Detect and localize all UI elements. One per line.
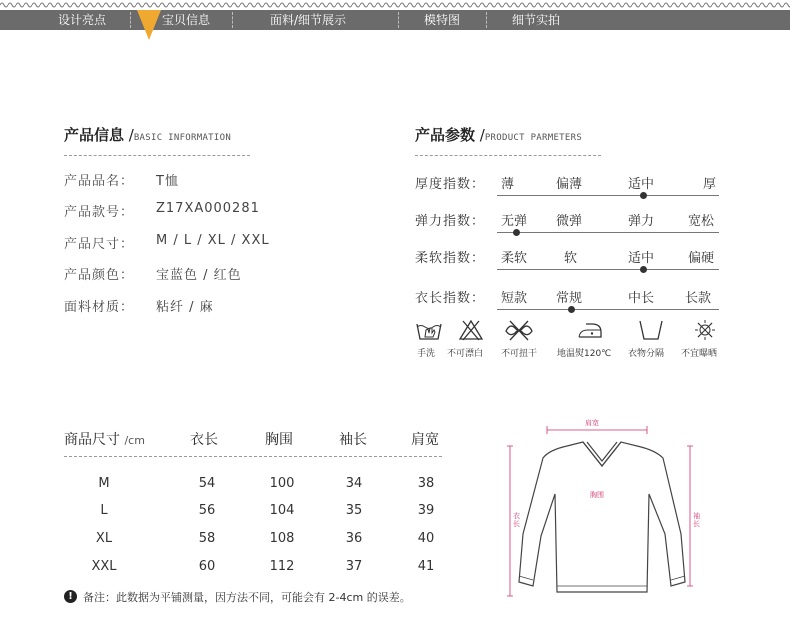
size-cell-value: 39 bbox=[417, 503, 435, 518]
care-label-no-sun: 不宜曝晒 bbox=[681, 349, 718, 359]
nav-tab-model[interactable]: 模特图 bbox=[424, 13, 461, 27]
product-info-rule bbox=[64, 155, 250, 156]
param-scale-line bbox=[497, 232, 719, 233]
size-cell-value: 54 bbox=[198, 476, 216, 491]
shirt-body bbox=[519, 442, 685, 592]
nav-band bbox=[0, 10, 790, 30]
info-label-name: 产品品名： bbox=[64, 174, 135, 189]
hand-wash-icon bbox=[414, 318, 444, 342]
info-label-material: 面料材质： bbox=[64, 300, 135, 315]
size-cell-label: M bbox=[98, 476, 110, 491]
param-option: 弹力 bbox=[628, 214, 655, 229]
size-cell-value: 60 bbox=[198, 559, 216, 574]
param-option: 宽松 bbox=[688, 214, 715, 229]
size-cell-label: XXL bbox=[91, 559, 117, 574]
iron-low-icon bbox=[575, 318, 605, 342]
info-value-name: T恤 bbox=[156, 174, 179, 189]
info-label-size: 产品尺寸： bbox=[64, 237, 135, 252]
diagram-label-chest: 胸围 bbox=[590, 491, 604, 499]
no-wring-icon bbox=[504, 318, 534, 342]
size-col-sleeve: 袖长 bbox=[339, 432, 367, 448]
size-cell-value: 58 bbox=[198, 531, 216, 546]
diagram-label-length: 衣长 bbox=[513, 512, 520, 528]
size-cell-value: 100 bbox=[269, 476, 295, 491]
param-option: 柔软 bbox=[501, 251, 528, 266]
param-option: 短款 bbox=[501, 291, 528, 306]
size-table-rule bbox=[64, 456, 442, 457]
info-value-size: M / L / XL / XXL bbox=[156, 233, 270, 248]
product-params-rule bbox=[415, 155, 601, 156]
nav-separator bbox=[398, 12, 399, 28]
size-col-chest: 胸围 bbox=[265, 432, 293, 448]
param-option: 软 bbox=[564, 251, 578, 266]
nav-separator bbox=[232, 12, 233, 28]
param-label: 衣长指数： bbox=[415, 291, 486, 306]
nav-tab-fabric-detail[interactable]: 面料/细节展示 bbox=[270, 13, 347, 27]
size-cell-label: L bbox=[100, 503, 108, 518]
size-cell-value: 108 bbox=[269, 531, 295, 546]
param-scale-line bbox=[497, 195, 719, 196]
param-selected-dot bbox=[568, 306, 575, 313]
info-value-color: 宝蓝色 / 红色 bbox=[156, 268, 242, 283]
param-option: 偏薄 bbox=[556, 177, 583, 192]
param-option: 微弹 bbox=[556, 214, 583, 229]
product-info-title: 产品信息 bbox=[64, 126, 125, 144]
size-cell-value: 41 bbox=[417, 559, 435, 574]
param-option: 适中 bbox=[628, 177, 655, 192]
size-col-shoulder: 肩宽 bbox=[411, 432, 439, 448]
size-cell-value: 40 bbox=[417, 531, 435, 546]
care-label-no-wring: 不可扭干 bbox=[501, 349, 538, 359]
param-option: 无弹 bbox=[501, 214, 528, 229]
param-option: 偏硬 bbox=[688, 251, 715, 266]
size-cell-value: 104 bbox=[269, 503, 295, 518]
param-option: 适中 bbox=[628, 251, 655, 266]
product-params-subtitle: PRODUCT PARMETERS bbox=[484, 133, 583, 143]
info-value-material: 粘纤 / 麻 bbox=[156, 300, 214, 315]
no-bleach-icon bbox=[456, 318, 486, 342]
size-table-heading bbox=[64, 429, 145, 449]
care-label-iron-low: 地温熨120℃ bbox=[557, 349, 612, 359]
zigzag-border bbox=[0, 0, 790, 10]
care-label-hand-wash: 手洗 bbox=[417, 349, 436, 359]
care-label-no-bleach: 不可漂白 bbox=[447, 349, 484, 359]
param-scale-line bbox=[497, 269, 719, 270]
nav-tab-highlights[interactable]: 设计亮点 bbox=[58, 13, 107, 27]
size-cell-value: 35 bbox=[345, 503, 363, 518]
nav-tab-detail-photos[interactable]: 细节实拍 bbox=[512, 13, 561, 27]
warning-icon: ! bbox=[64, 590, 77, 603]
param-selected-dot bbox=[513, 229, 520, 236]
product-info-heading bbox=[64, 124, 231, 145]
info-label-color: 产品颜色： bbox=[64, 268, 135, 283]
no-sun-icon bbox=[690, 318, 720, 342]
param-selected-dot bbox=[640, 266, 647, 273]
nav-separator bbox=[130, 12, 131, 28]
param-label: 柔软指数： bbox=[415, 251, 486, 266]
size-cell-value: 38 bbox=[417, 476, 435, 491]
size-cell-label: XL bbox=[95, 531, 113, 546]
param-selected-dot bbox=[640, 192, 647, 199]
diagram-label-sleeve: 袖长 bbox=[693, 512, 700, 528]
param-label: 弹力指数： bbox=[415, 214, 486, 229]
product-info-subtitle: BASIC INFORMATION bbox=[133, 133, 232, 143]
size-note: 备注：此数据为平铺测量，因方法不同，可能会有 2-4cm 的误差。 bbox=[83, 591, 411, 604]
product-params-title: 产品参数 bbox=[415, 126, 476, 144]
size-cell-value: 34 bbox=[345, 476, 363, 491]
param-label: 厚度指数： bbox=[415, 177, 486, 192]
info-value-style-no: Z17XA000281 bbox=[156, 201, 260, 216]
size-cell-value: 112 bbox=[269, 559, 295, 574]
param-option: 中长 bbox=[628, 291, 655, 306]
param-scale-line bbox=[497, 309, 719, 310]
nav-tab-product-info[interactable]: 宝贝信息 bbox=[162, 13, 211, 27]
active-tab-marker bbox=[137, 10, 161, 40]
nav-separator bbox=[486, 12, 487, 28]
param-option: 长款 bbox=[685, 291, 712, 306]
size-cell-value: 37 bbox=[345, 559, 363, 574]
param-option: 厚 bbox=[703, 177, 717, 192]
size-table-title: 商品尺寸 bbox=[64, 432, 120, 448]
info-label-style-no: 产品款号： bbox=[64, 205, 135, 220]
heading-slash: / bbox=[124, 126, 134, 144]
top-nav-bar bbox=[0, 0, 790, 30]
size-col-length: 衣长 bbox=[190, 432, 218, 448]
product-params-heading bbox=[415, 124, 582, 145]
heading-slash: / bbox=[475, 126, 485, 144]
diagram-label-shoulder: 肩宽 bbox=[585, 419, 599, 427]
garment-measurement-diagram bbox=[505, 410, 705, 610]
wash-separately-icon bbox=[636, 318, 666, 342]
size-cell-value: 56 bbox=[198, 503, 216, 518]
care-label-wash-separately: 衣物分隔 bbox=[628, 349, 665, 359]
size-table-unit: /cm bbox=[124, 434, 145, 447]
param-option: 薄 bbox=[501, 177, 515, 192]
param-option: 常规 bbox=[556, 291, 583, 306]
size-cell-value: 36 bbox=[345, 531, 363, 546]
